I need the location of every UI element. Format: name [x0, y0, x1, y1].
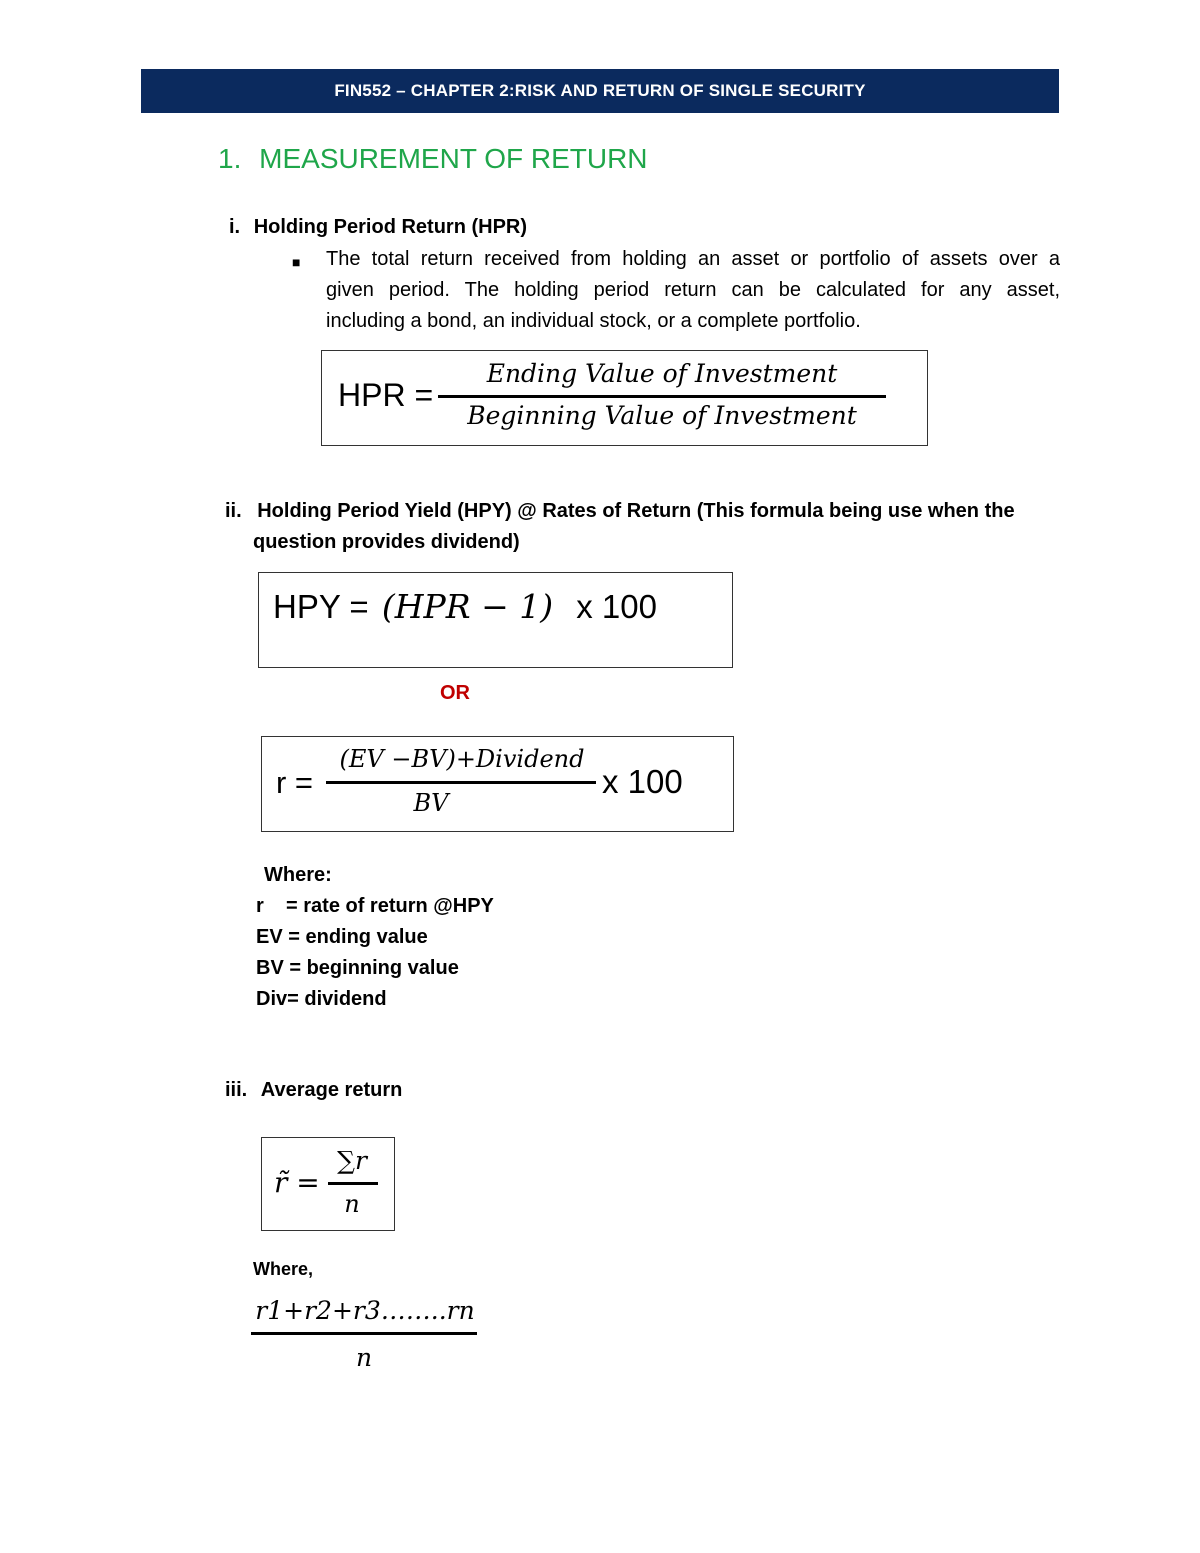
hpr-numeral: i.: [229, 216, 241, 238]
hpr-heading: [229, 216, 527, 239]
average-heading-text: Average return: [260, 1079, 403, 1101]
where-item: EV = ending value: [256, 926, 428, 948]
hpr-formula-denominator: Beginning Value of Investment: [467, 401, 857, 430]
hpr-description-line: The total return received from holding an asset or portfolio of assets over a: [326, 248, 1060, 270]
hpy-formula-box: [258, 572, 733, 668]
average-numeral: iii.: [225, 1079, 248, 1101]
section-title-text: MEASUREMENT OF RETURN: [259, 143, 648, 174]
hpy-formula: [273, 587, 657, 626]
average-formula-box: [261, 1137, 395, 1231]
hpy-numeral: ii.: [225, 500, 242, 522]
where-item: r = rate of return @HPY: [256, 895, 494, 917]
average-fraction-line: [328, 1182, 378, 1185]
hpy-heading: [225, 496, 1015, 558]
where-item: Div= dividend: [256, 988, 387, 1010]
average-expansion-line: [251, 1332, 477, 1335]
hpr-formula-numerator: Ending Value of Investment: [486, 359, 838, 388]
rate-formula-denominator: BV: [413, 789, 449, 817]
average-formula-denominator: n: [344, 1190, 360, 1218]
hpy-formula-tail: x 100: [576, 588, 657, 625]
hpr-fraction-line: [438, 395, 886, 398]
where-definitions: [256, 860, 494, 1015]
chapter-header-bar: [141, 69, 1059, 113]
average-formula-numerator: ∑r: [337, 1146, 367, 1175]
hpr-heading-text: Holding Period Return (HPR): [253, 216, 528, 238]
bullet-square-icon: ■: [292, 254, 301, 270]
hpy-heading-line2: question provides dividend): [253, 531, 520, 553]
hpr-description-line: given period. The holding period return can be calculated for any asset,: [326, 279, 1060, 301]
where-heading: Where:: [264, 864, 332, 886]
rate-formula-lhs: r =: [276, 765, 314, 800]
rate-fraction-line: [326, 781, 596, 784]
section-number: 1.: [218, 143, 242, 174]
hpy-formula-expr: (HPR − 1): [381, 587, 554, 626]
rate-formula-tail: x 100: [602, 763, 683, 800]
section-title: [218, 143, 648, 175]
chapter-header-title: FIN552 – CHAPTER 2:RISK AND RETURN OF SINGLE SECURITY: [334, 81, 866, 100]
average-heading: [225, 1079, 402, 1102]
hpr-description: [326, 244, 1060, 337]
hpr-description-line: including a bond, an individual stock, or a complete portfolio.: [326, 310, 861, 332]
average-expansion-denominator: n: [355, 1343, 373, 1372]
rate-formula-box: [261, 736, 734, 832]
average-formula-lhs: r̃ =: [274, 1166, 320, 1199]
hpy-formula-lhs: HPY =: [273, 588, 369, 625]
hpr-formula-lhs: HPR =: [338, 377, 434, 413]
rate-formula-numerator: (EV −BV)+Dividend: [339, 745, 585, 773]
hpy-heading-line1: Holding Period Yield (HPY) @ Rates of Return (This formula being use when the: [257, 500, 1015, 522]
or-label: OR: [440, 682, 470, 704]
where-item: BV = beginning value: [256, 957, 459, 979]
hpr-formula-box: [321, 350, 928, 446]
average-where-label: Where,: [253, 1259, 314, 1279]
average-expansion-numerator: r1+r2+r3……..rn: [255, 1296, 475, 1325]
